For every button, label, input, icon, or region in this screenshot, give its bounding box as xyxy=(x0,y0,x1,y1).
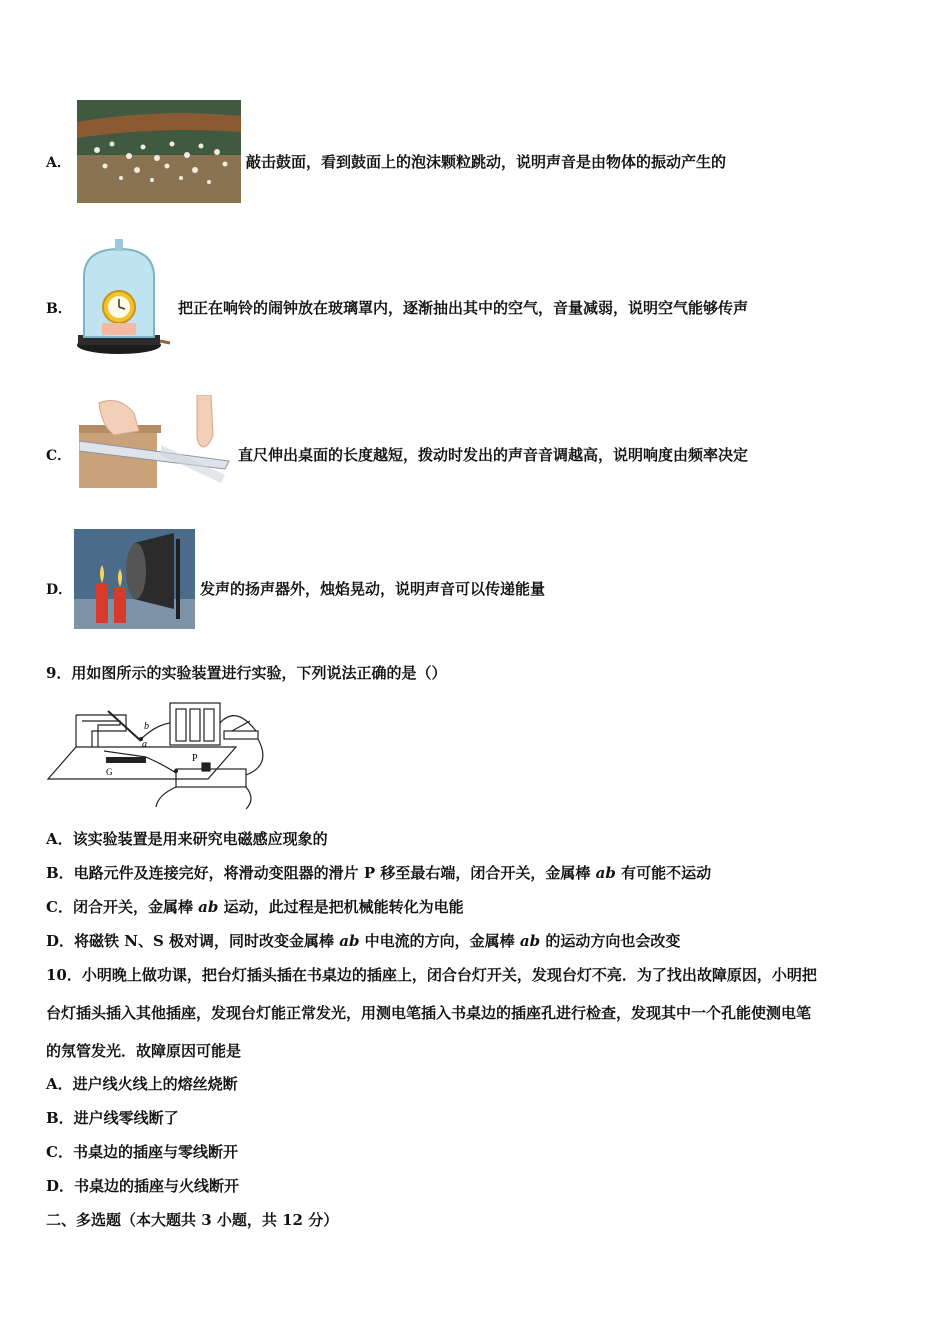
question-10-option-c: C．书桌边的插座与零线断开 xyxy=(46,1143,238,1161)
option-d-text: 发声的扬声器外，烛焰晃动，说明声音可以传递能量 xyxy=(200,580,546,598)
question-10-stem-line-2: 台灯插头插入其他插座，发现台灯能正常发光，用测电笔插入书桌边的插座孔进行检查，发现其中一个孔能使测电笔 xyxy=(46,1004,812,1022)
label-a: a xyxy=(142,739,147,750)
option-label-c: C． xyxy=(46,448,72,464)
question-10-stem-line-1: 10．小明晚上做功课，把台灯插头插在书桌边的插座上，闭合台灯开关，发现台灯不亮．为了找出故障原因，小明把 xyxy=(46,966,817,984)
option-label-a: A． xyxy=(46,155,71,171)
question-9-option-b: B．电路元件及连接完好，将滑动变阻器的滑片 P 移至最右端，闭合开关，金属棒 ab 有可能不运动 xyxy=(46,864,712,882)
question-9-option-a: A．该实验装置是用来研究电磁感应现象的 xyxy=(46,830,328,848)
question-10-option-d: D．书桌边的插座与火线断开 xyxy=(46,1177,240,1195)
option-label-b: B． xyxy=(46,301,72,317)
option-b-text: 把正在响铃的闹钟放在玻璃罩内，逐渐抽出其中的空气，音量减弱，说明空气能够传声 xyxy=(178,299,749,317)
label-p: P xyxy=(192,753,198,764)
circuit-diagram-svg xyxy=(46,695,272,813)
option-label-d: D． xyxy=(46,582,73,598)
bell-jar-illustration xyxy=(74,237,172,359)
question-10-option-a: A．进户线火线上的熔丝烧断 xyxy=(46,1075,238,1093)
speaker-candle-illustration xyxy=(74,529,195,629)
ruler-on-table-photo xyxy=(79,395,233,488)
ruler-illustration xyxy=(79,395,233,488)
option-c-text: 直尺伸出桌面的长度越短，拨动时发出的声音音调越高，说明响度由频率决定 xyxy=(238,446,749,464)
question-10-option-b: B．进户线零线断了 xyxy=(46,1109,179,1127)
question-9-stem: 9．用如图所示的实验装置进行实验，下列说法正确的是（） xyxy=(46,664,447,682)
question-9-option-c: C．闭合开关，金属棒 ab 运动，此过程是把机械能转化为电能 xyxy=(46,898,464,916)
label-g: G xyxy=(106,767,113,777)
drum-foam-illustration xyxy=(77,100,241,203)
section-2-heading: 二、多选题（本大题共 3 小题，共 12 分） xyxy=(46,1211,339,1229)
label-b: b xyxy=(144,721,149,732)
electromagnet-circuit-diagram xyxy=(46,695,272,813)
option-a-text: 敲击鼓面，看到鼓面上的泡沫颗粒跳动，说明声音是由物体的振动产生的 xyxy=(246,153,727,171)
drum-foam-photo xyxy=(77,100,241,203)
speaker-candle-photo xyxy=(74,529,195,629)
question-9-option-d: D．将磁铁 N、S 极对调，同时改变金属棒 ab 中电流的方向，金属棒 ab 的运动方向也会改变 xyxy=(46,932,681,950)
bell-jar-alarm-clock-photo xyxy=(74,237,172,359)
question-10-stem-line-3: 的氖管发光．故障原因可能是 xyxy=(46,1042,242,1060)
